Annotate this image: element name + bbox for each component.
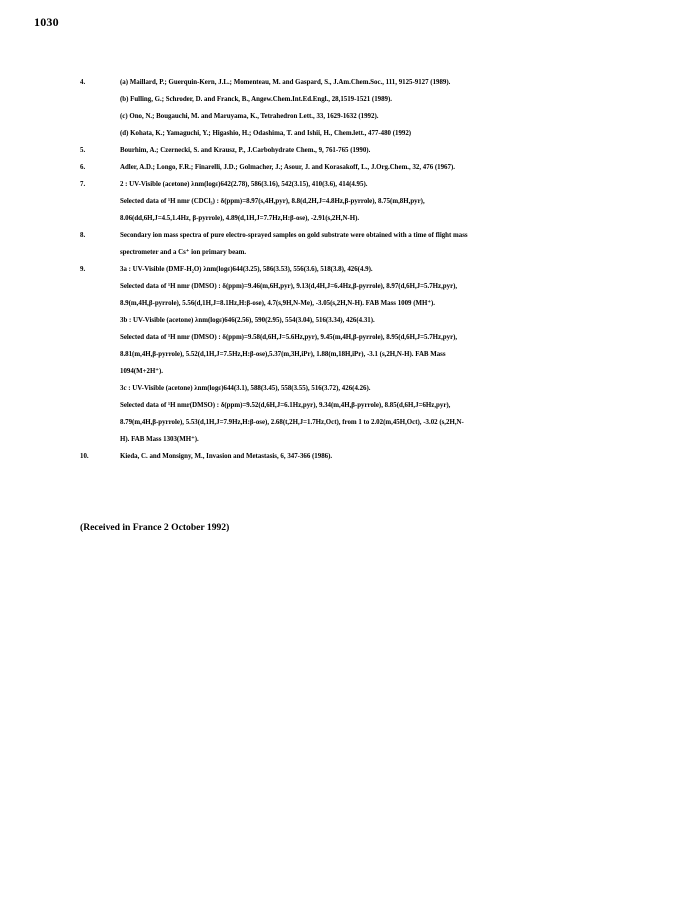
reference-line: 8.79(m,4H,β-pyrrole), 5.53(d,1H,J=7.9Hz,H:β-ose), 2.68(t,2H,J=1.7Hz,Oct), from 1 to 2.02(m,45H,Oct), -3.02 (s,2H,N- [120,419,464,426]
reference-line: (c) Ono, N.; Bougauchi, M. and Maruyama, K., Tetrahedron Lett., 33, 1629-1632 (1992). [120,113,379,120]
reference-line: 3c : UV-Visible (acetone) λnm(logε)644(3.1), 588(3.45), 558(3.55), 516(3.72), 426(4.26). [120,385,371,392]
reference-number: 6. [80,164,86,171]
reference-line: 8.9(m,4H,β-pyrrole), 5.56(d,1H,J=8.1Hz,H:β-ose), 4.7(s,9H,N-Me), -3.05(s,2H,N-H). FAB Mass 1009 (MH⁺). [120,300,436,307]
reference-number: 8. [80,232,86,239]
reference-line: Adler, A.D.; Longo, F.R.; Finarelli, J.D.; Golmacher, J.; Asour, J. and Korasakoff, L., J.Org.Chem., 32, 476 (1967). [120,164,455,171]
reference-line: Secondary ion mass spectra of pure electro-sprayed samples on gold substrate were obtained with a time of flight mass [120,232,468,239]
reference-line: 3b : UV-Visible (acetone) λnm(logε)646(2.56), 590(2.95), 554(3.04), 516(3.34), 426(4.31). [120,317,375,324]
reference-number: 9. [80,266,86,273]
reference-line: Selected data of ¹H nmr (DMSO) : δ(ppm)=9.46(m,6H,pyr), 9.13(d,4H,J=6.4Hz,β-pyrrole), 8.97(d,6H,J=5.7Hz,pyr), [120,283,458,290]
reference-item [80,261,640,448]
reference-line: (b) Fulling, G.; Schroder, D. and Franck, B., Angew.Chem.Int.Ed.Engl., 28,1519-1521 (1989). [120,96,393,103]
reference-line: Bourhim, A.; Czernecki, S. and Krausz, P., J.Carbohydrate Chem., 9, 761-765 (1990). [120,147,371,154]
reference-number: 5. [80,147,86,154]
reference-line: (d) Kohata, K.; Yamaguchi, Y.; Higashio, H.; Odashima, T. and Ishii, H., Chem.lett., 477-480 (1992) [120,130,412,137]
reference-list [80,74,640,465]
reference-line: H). FAB Mass 1303(MH⁺). [120,436,199,443]
reference-item [80,142,640,159]
reference-line: (a) Maillard, P.; Guerquin-Kern, J.L.; Momenteau, M. and Gaspard, S., J.Am.Chem.Soc., 111, 9125-9127 (1989). [120,79,451,86]
reference-number: 10. [80,453,89,460]
reference-line: 1094(M+2H⁺). [120,368,163,375]
reference-line: 2 : UV-Visible (acetone) λnm(logε)642(2.78), 586(3.16), 542(3.15), 410(3.6), 414(4.95). [120,181,368,188]
received-date-note: (Received in France 2 October 1992) [80,522,230,533]
reference-line: 8.81(m,4H,β-pyrrole), 5.52(d,1H,J=7.5Hz,H:β-ose),5.37(m,3H,iPr), 1.88(m,18H,iPr), -3.1 (s,2H,N-H). FAB Mass [120,351,446,358]
reference-line: Selected data of ¹H nmr (CDCl₃) : δ(ppm)=8.97(s,4H,pyr), 8.8(d,2H,J=4.8Hz,β-pyrrole), 8.75(m,8H,pyr), [120,198,425,205]
reference-item [80,74,640,142]
reference-line: Selected data of ¹H nmr (DMSO) : δ(ppm)=9.58(d,6H,J=5.6Hz,pyr), 9.45(m,4H,β-pyrrole), 8.95(d,6H,J=5.7Hz,pyr), [120,334,458,341]
reference-line: Selected data of ¹H nmr(DMSO) : δ(ppm)=9.52(d,6H,J=6.1Hz,pyr), 9.34(m,4H,β-pyrrole), 8.85(d,6H,J=6Hz,pyr), [120,402,451,409]
reference-item [80,448,640,465]
reference-item [80,176,640,227]
reference-line: Kieda, C. and Monsigny, M., Invasion and Metastasis, 6, 347-366 (1986). [120,453,333,460]
reference-line: 8.06(dd,6H,J=4.5,1.4Hz, β-pyrrole), 4.89(d,1H,J=7.7Hz,H:β-ose), -2.91(s,2H,N-H). [120,215,360,222]
reference-item [80,227,640,261]
reference-number: 4. [80,79,86,86]
page-number: 1030 [34,15,59,29]
reference-number: 7. [80,181,86,188]
reference-line: spectrometer and a Cs⁺ ion primary beam. [120,249,247,256]
reference-line: 3a : UV-Visible (DMF-H₂O) λnm(logε)644(3.25), 586(3.53), 556(3.6), 518(3.8), 426(4.9). [120,266,373,273]
reference-item [80,159,640,176]
